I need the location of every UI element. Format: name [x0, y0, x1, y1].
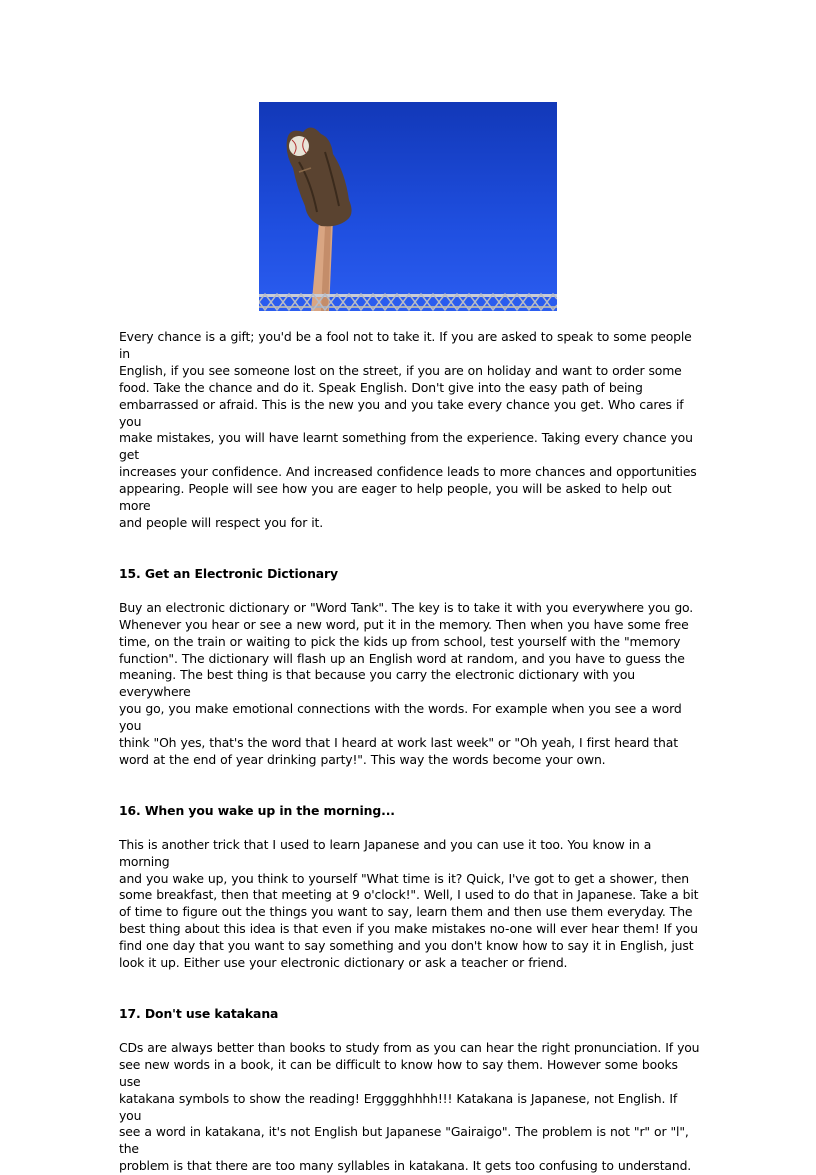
- text-line: English, if you see someone lost on the street, if you are on holiday and want to order some: [119, 362, 682, 378]
- text-line: appearing. People will see how you are eager to help people, you will be asked to help out more: [119, 481, 672, 514]
- text-line: time, on the train or waiting to pick the kids up from school, test yourself with the "memory: [119, 633, 681, 649]
- text-line: Whenever you hear or see a new word, put it in the memory. Then when you have some free: [119, 616, 689, 632]
- text-line: some breakfast, then that meeting at 9 o'clock!". Well, I used to do that in Japanese. Take a bit: [119, 887, 699, 903]
- text-line: look it up. Either use your electronic dictionary or ask a teacher or friend.: [119, 955, 568, 971]
- text-line: see a word in katakana, it's not English but Japanese "Gairaigo". The problem is not "r" or "l", the: [119, 1124, 689, 1157]
- text-line: increases your confidence. And increased confidence leads to more chances and opportunities: [119, 464, 697, 480]
- intro-paragraph: [119, 329, 703, 532]
- text-line: This is another trick that I used to learn Japanese and you can use it too. You know in a morning: [119, 836, 652, 869]
- section-paragraph-electronic-dictionary: [119, 600, 703, 769]
- text-line: food. Take the chance and do it. Speak English. Don't give into the easy path of being: [119, 379, 643, 395]
- text-line: see new words in a book, it can be difficult to know how to say them. However some books use: [119, 1056, 678, 1089]
- section-paragraph-katakana: [119, 1040, 703, 1175]
- text-line: of time to figure out the things you want to say, learn them and then use them everyday. The: [119, 904, 693, 920]
- text-line: think "Oh yes, that's the word that I heard at work last week" or "Oh yeah, I first heard that: [119, 735, 678, 751]
- text-line: meaning. The best thing is that because you carry the electronic dictionary with you everywhere: [119, 667, 635, 700]
- text-line: CDs are always better than books to study from as you can hear the right pronunciation. If you: [119, 1039, 700, 1055]
- text-line: problem is that there are too many syllables in katakana. It gets too confusing to understand.: [119, 1158, 692, 1174]
- section-heading-wake-up: 16. When you wake up in the morning...: [119, 802, 395, 818]
- text-line: embarrassed or afraid. This is the new you and you take every chance you get. Who cares if you: [119, 396, 684, 429]
- text-line: find one day that you want to say something and you don't know how to say it in English, just: [119, 938, 694, 954]
- text-line: and you wake up, you think to yourself "What time is it? Quick, I've got to get a shower, then: [119, 870, 689, 886]
- section-heading-electronic-dictionary: 15. Get an Electronic Dictionary: [119, 565, 339, 581]
- text-line: katakana symbols to show the reading! Ergggghhhh!!! Katakana is Japanese, not English. If you: [119, 1090, 678, 1123]
- section-heading-katakana: 17. Don't use katakana: [119, 1006, 279, 1021]
- text-line: make mistakes, you will have learnt something from the experience. Taking every chance you get: [119, 430, 693, 463]
- text-line: Every chance is a gift; you'd be a fool not to take it. If you are asked to speak to some people in: [119, 329, 692, 361]
- text-line: you go, you make emotional connections with the words. For example when you see a word you: [119, 701, 682, 734]
- text-line: function". The dictionary will flash up an English word at random, and you have to guess the: [119, 650, 685, 666]
- article-body: [119, 329, 703, 1175]
- text-line: word at the end of year drinking party!". This way the words become your own.: [119, 751, 606, 767]
- text-line: Buy an electronic dictionary or "Word Tank". The key is to take it with you everywhere you go.: [119, 599, 694, 615]
- baseball-glove-catching-ball-icon: [259, 102, 557, 311]
- baseball-glove-photo: [259, 102, 557, 311]
- section-paragraph-wake-up: [119, 837, 703, 972]
- text-line: and people will respect you for it.: [119, 514, 324, 530]
- text-line: best thing about this idea is that even if you make mistakes no-one will ever hear them! If you: [119, 921, 698, 937]
